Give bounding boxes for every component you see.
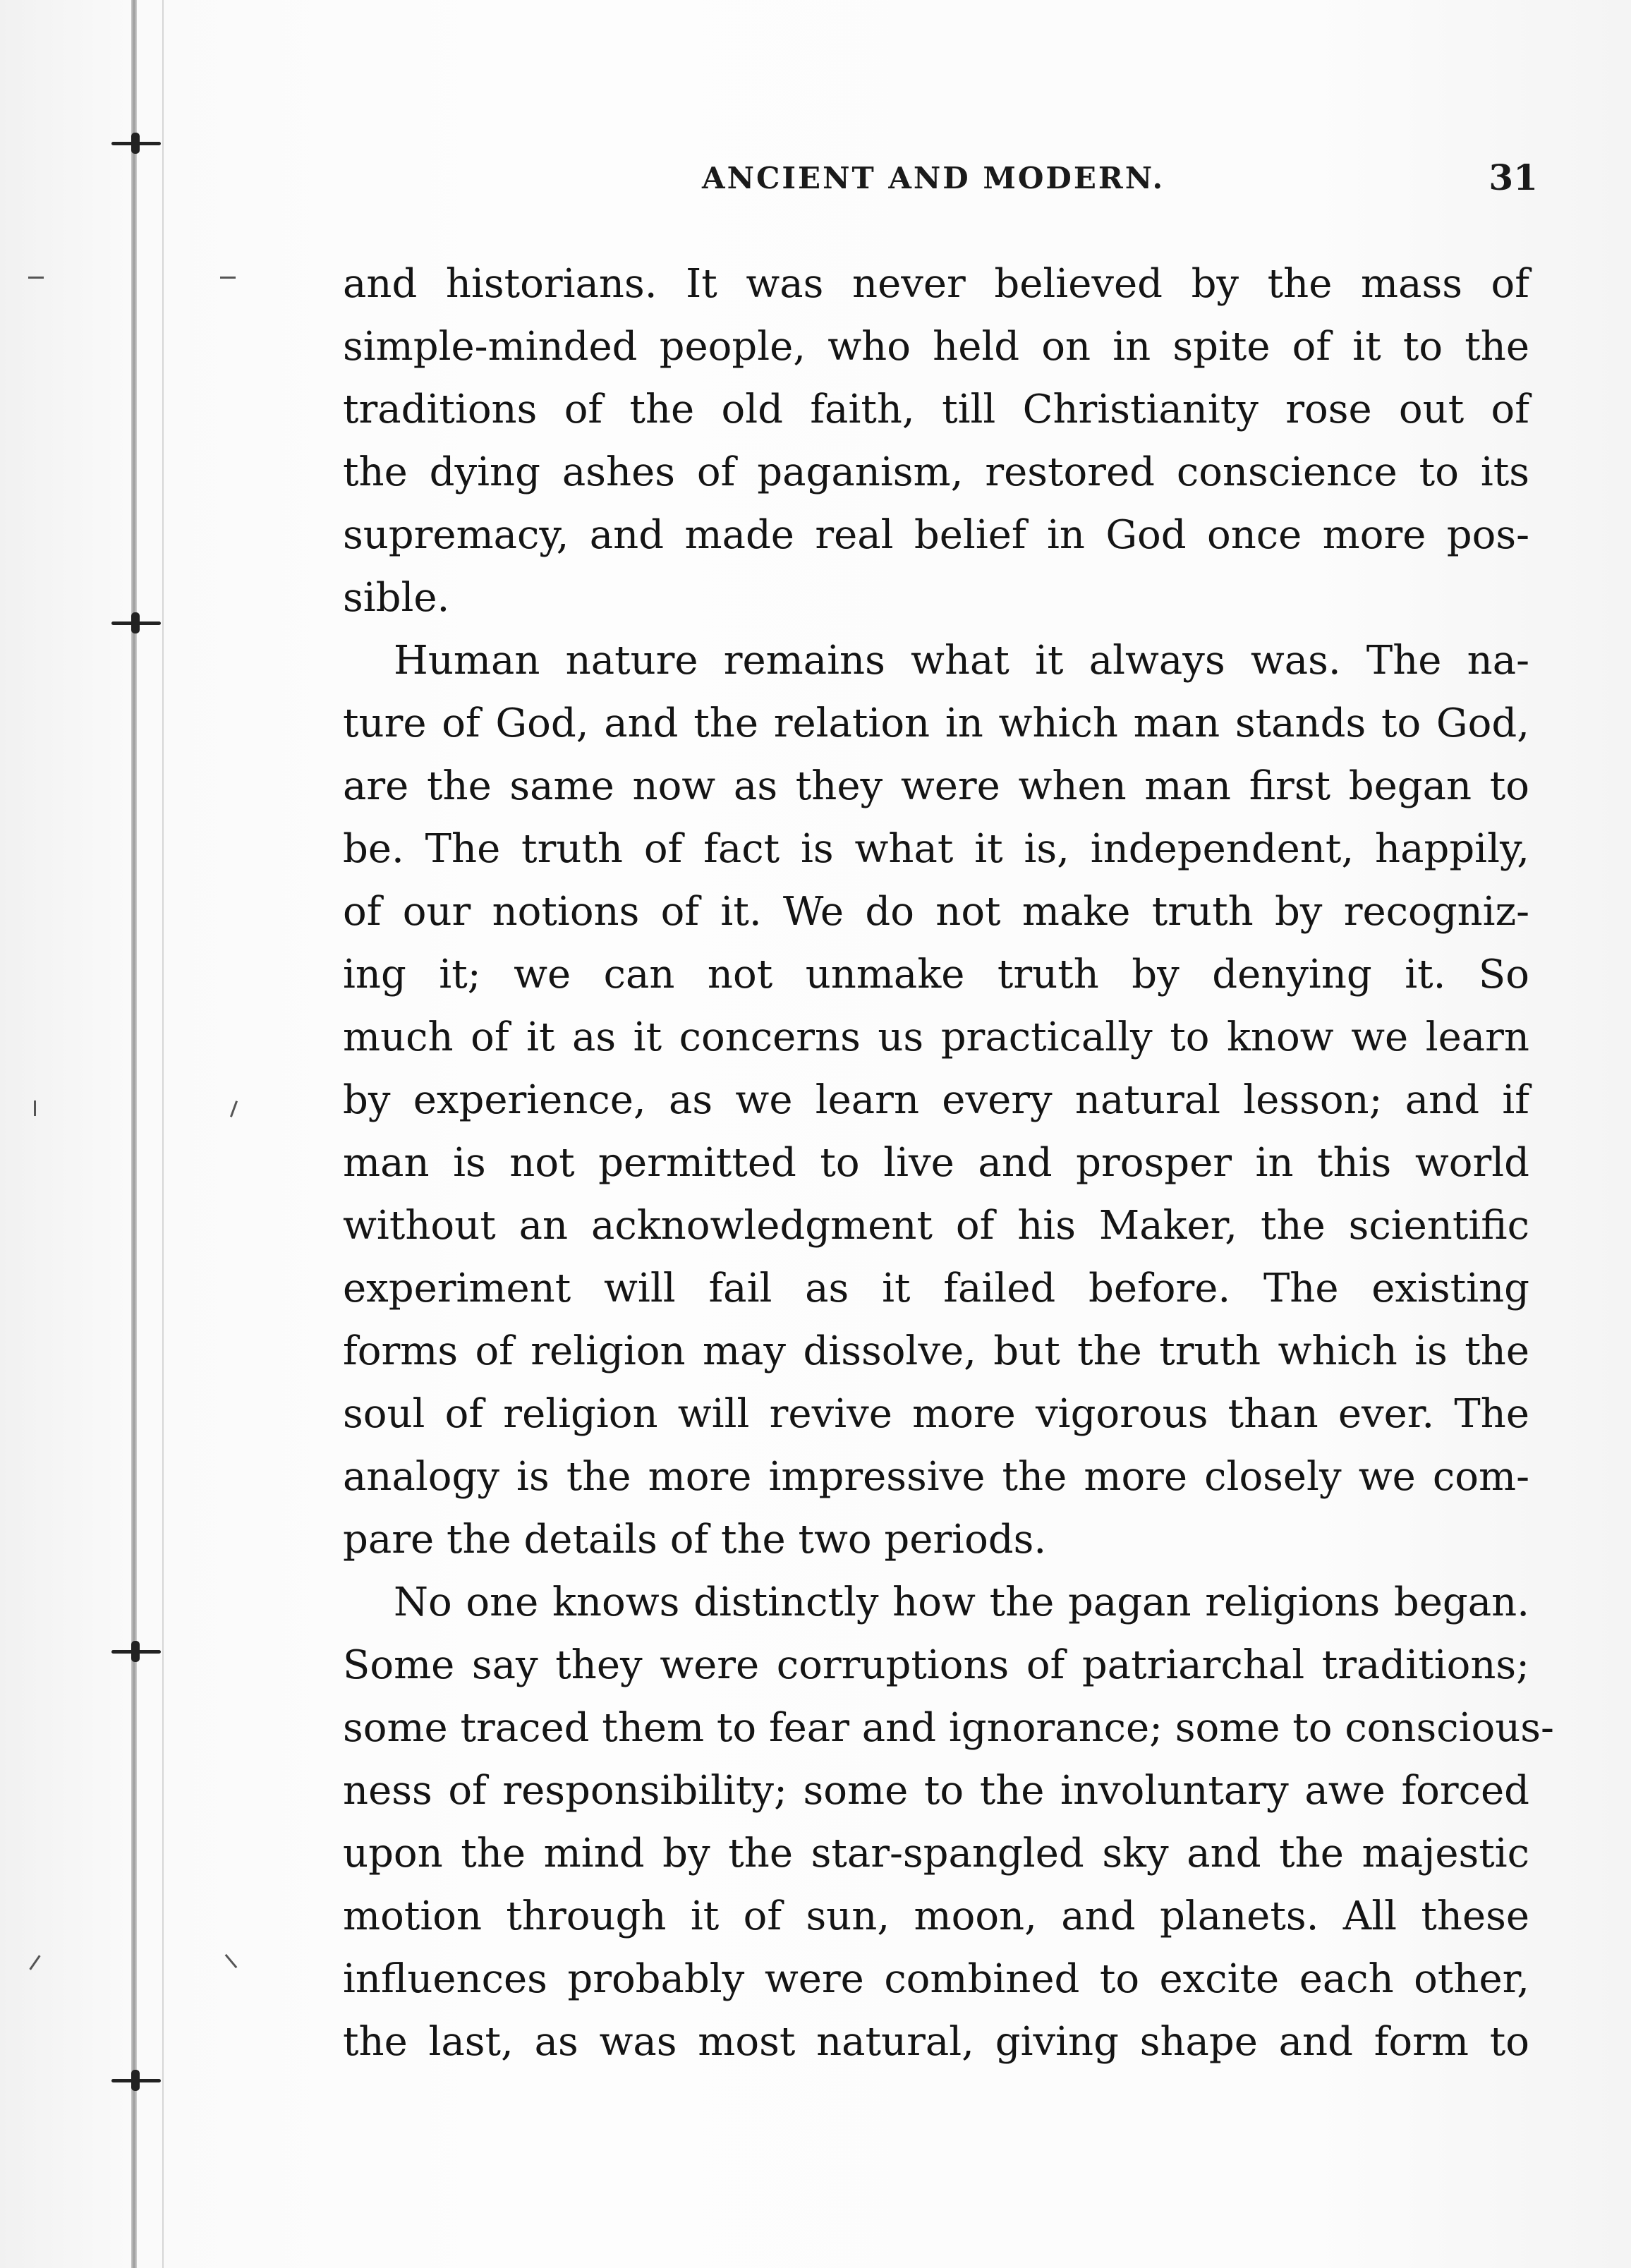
binding-stitch-mark <box>111 2075 161 2085</box>
text-line: some traced them to fear and ignorance; some to conscious- <box>343 1705 1554 1751</box>
text-line: man is not permitted to live and prosper in this world <box>343 1140 1529 1186</box>
text-line: ness of responsibility; some to the involuntary awe forced <box>343 1768 1529 1814</box>
text-line: supremacy, and made real belief in God once more pos- <box>343 512 1529 558</box>
text-line: experiment will fail as it failed before. The existing <box>343 1266 1529 1311</box>
text-line: be. The truth of fact is what it is, independent, happily, <box>343 826 1529 872</box>
text-line: upon the mind by the star-spangled sky and the majestic <box>343 1831 1529 1876</box>
margin-mark <box>230 1100 238 1117</box>
text-line: and historians. It was never believed by the mass of <box>343 261 1529 307</box>
page-number: 31 <box>1488 157 1538 198</box>
text-line: are the same now as they were when man first began to <box>343 763 1529 809</box>
binding-stitch-mark <box>111 618 161 628</box>
text-line: the dying ashes of paganism, restored conscience to its <box>343 449 1529 495</box>
text-line: much of it as it concerns us practically to know we learn <box>343 1014 1529 1060</box>
margin-mark <box>220 277 236 279</box>
running-title: ANCIENT AND MODERN. <box>702 161 1165 195</box>
text-line: ture of God, and the relation in which man stands to God, <box>343 701 1529 746</box>
margin-mark <box>28 277 44 279</box>
text-line: sible. <box>343 575 450 621</box>
text-line: pare the details of the two periods. <box>343 1517 1047 1563</box>
page-header <box>339 157 1538 210</box>
binding-stitch-mark <box>111 1647 161 1656</box>
paragraph <box>343 253 1529 629</box>
text-line: forms of religion may dissolve, but the truth which is the <box>343 1328 1529 1374</box>
margin-mark <box>225 1954 238 1968</box>
text-line: traditions of the old faith, till Christianity rose out of <box>343 387 1529 432</box>
margin-mark <box>29 1955 40 1970</box>
text-line: analogy is the more impressive the more closely we com- <box>343 1454 1529 1500</box>
text-line: the last, as was most natural, giving shape and form to <box>343 2019 1529 2065</box>
text-line: No one knows distinctly how the pagan religions began. <box>394 1579 1529 1625</box>
binding-spine <box>131 0 137 2268</box>
text-line: of our notions of it. We do not make truth by recogniz- <box>343 889 1529 935</box>
paragraph <box>343 1571 1554 2073</box>
text-line: Some say they were corruptions of patriarchal traditions; <box>343 1642 1529 1688</box>
text-line: soul of religion will revive more vigorous than ever. The <box>343 1391 1529 1437</box>
text-line: Human nature remains what it always was. The na- <box>394 638 1529 684</box>
body-text <box>343 253 1554 2073</box>
margin-mark <box>34 1100 36 1116</box>
page-gutter-edge <box>162 0 164 2268</box>
text-line: motion through it of sun, moon, and planets. All these <box>343 1893 1529 1939</box>
text-line: by experience, as we learn every natural lesson; and if <box>343 1077 1529 1123</box>
text-line: without an acknowledgment of his Maker, the scientific <box>343 1203 1529 1249</box>
text-line: influences probably were combined to excite each other, <box>343 1956 1529 2002</box>
paragraph <box>343 629 1529 1571</box>
binding-stitch-mark <box>111 138 161 148</box>
text-line: ing it; we can not unmake truth by denying it. So <box>343 952 1529 997</box>
text-line: simple-minded people, who held on in spite of it to the <box>343 324 1529 370</box>
